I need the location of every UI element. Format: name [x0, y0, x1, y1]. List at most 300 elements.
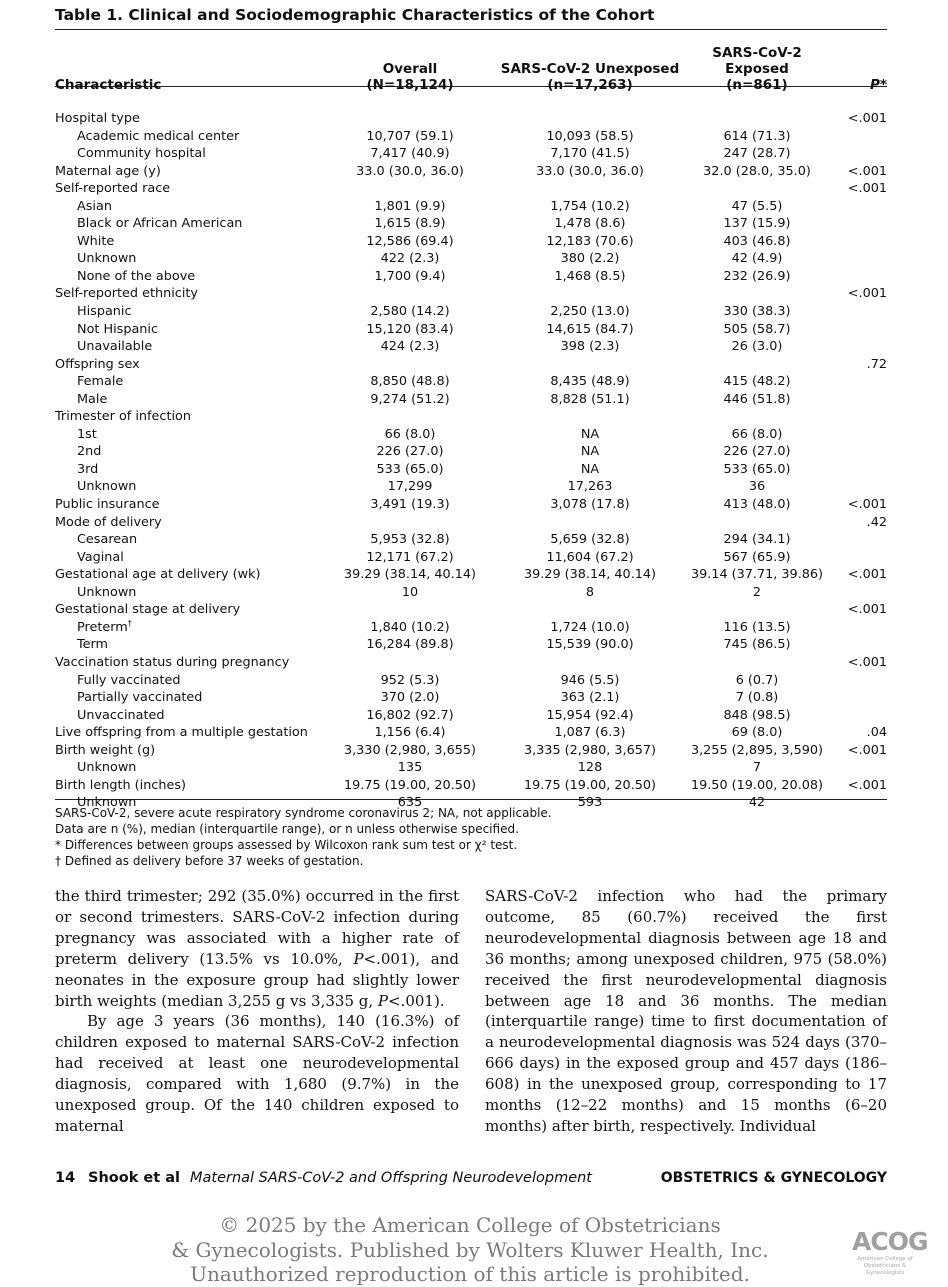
- cell-exposed-text: 19.50 (19.00, 20.08): [690, 777, 824, 793]
- table-row: [55, 478, 889, 496]
- cell-overall-text: 12,171 (67.2): [366, 549, 454, 565]
- cell-overall: [325, 233, 495, 251]
- table-row: [55, 110, 889, 128]
- header-overall-n: (N=18,124): [366, 77, 454, 93]
- cell-exposed-text: 69 (8.0): [731, 725, 783, 741]
- row-label: [55, 408, 325, 426]
- cell-overall: [325, 707, 495, 725]
- row-label: [55, 724, 325, 742]
- cell-unexposed-text: 15,954 (92.4): [546, 707, 634, 723]
- cell-p-value: [829, 724, 889, 742]
- cell-exposed-text: 745 (86.5): [723, 637, 791, 653]
- cell-unexposed: [495, 426, 685, 444]
- table-row: [55, 215, 889, 233]
- cell-overall-text: 1,801 (9.9): [374, 198, 446, 214]
- cell-exposed-text: 415 (48.2): [723, 374, 791, 390]
- cell-exposed: [685, 110, 829, 128]
- cell-overall: [325, 356, 495, 374]
- cell-exposed: [685, 426, 829, 444]
- table-row: [55, 233, 889, 251]
- row-label: [55, 303, 325, 321]
- cell-unexposed-text: 946 (5.5): [560, 672, 620, 688]
- header-unexposed-label: SARS-CoV-2 Unexposed: [500, 61, 680, 77]
- cell-exposed-text: 413 (48.0): [723, 497, 791, 513]
- cell-p-value: [829, 742, 889, 760]
- row-label-text: Maternal age (y): [55, 163, 161, 179]
- cell-exposed: [685, 180, 829, 198]
- table-title: Table 1. Clinical and Sociodemographic Characteristics of the Cohort: [55, 6, 655, 24]
- cell-overall-text: 1,840 (10.2): [370, 619, 450, 635]
- cell-overall: [325, 128, 495, 146]
- row-label: [55, 654, 325, 672]
- table-row: [55, 426, 889, 444]
- cell-exposed: [685, 601, 829, 619]
- cell-exposed: [685, 373, 829, 391]
- cell-overall: [325, 566, 495, 584]
- cell-overall-text: 7,417 (40.9): [370, 146, 450, 162]
- row-label-text: Gestational age at delivery (wk): [55, 567, 261, 583]
- cell-unexposed: [495, 636, 685, 654]
- cell-overall-text: 9,274 (51.2): [370, 391, 450, 407]
- table-row: [55, 549, 889, 567]
- row-label-text: Trimester of infection: [55, 409, 191, 425]
- cell-exposed-text: 7: [752, 760, 762, 776]
- cell-unexposed-text: 33.0 (30.0, 36.0): [536, 163, 644, 179]
- cell-unexposed: [495, 601, 685, 619]
- row-label-text: Unknown: [77, 760, 137, 776]
- row-label: [55, 285, 325, 303]
- cell-unexposed: [495, 321, 685, 339]
- cell-overall: [325, 198, 495, 216]
- cell-unexposed-text: 3,078 (17.8): [550, 497, 630, 513]
- row-label-text: Community hospital: [77, 146, 206, 162]
- cell-unexposed: [495, 303, 685, 321]
- table-row: [55, 566, 889, 584]
- row-label: [55, 321, 325, 339]
- row-label: [55, 180, 325, 198]
- cell-unexposed: [495, 180, 685, 198]
- cell-exposed: [685, 163, 829, 181]
- cell-unexposed: [495, 461, 685, 479]
- row-label-text: Vaginal: [77, 549, 124, 565]
- cell-exposed-text: 567 (65.9): [723, 549, 791, 565]
- cell-p-value-text: <.001: [847, 567, 887, 583]
- row-label: [55, 636, 325, 654]
- cell-unexposed: [495, 145, 685, 163]
- cell-overall: [325, 180, 495, 198]
- cell-unexposed-text: NA: [580, 444, 600, 460]
- cell-p-value: [829, 128, 889, 146]
- table-row: [55, 654, 889, 672]
- cell-overall-text: 533 (65.0): [376, 461, 444, 477]
- cell-unexposed: [495, 707, 685, 725]
- cell-p-value-text: .04: [866, 725, 887, 741]
- cell-unexposed-text: 363 (2.1): [560, 690, 620, 706]
- table-row: [55, 408, 889, 426]
- cell-p-value: [829, 443, 889, 461]
- cell-exposed: [685, 408, 829, 426]
- cell-exposed-text: 47 (5.5): [731, 198, 783, 214]
- cell-exposed: [685, 777, 829, 795]
- row-label: [55, 566, 325, 584]
- cell-exposed-text: 294 (34.1): [723, 532, 791, 548]
- row-label-text: Unavailable: [77, 339, 153, 355]
- cell-p-value: [829, 250, 889, 268]
- cell-exposed: [685, 759, 829, 777]
- cell-p-value: [829, 707, 889, 725]
- cell-p-value: [829, 654, 889, 672]
- cell-exposed-text: 42 (4.9): [731, 251, 783, 267]
- row-label-text: Public insurance: [55, 497, 160, 513]
- cell-overall: [325, 268, 495, 286]
- cell-exposed-text: 446 (51.8): [723, 391, 791, 407]
- row-label-text: White: [77, 233, 115, 249]
- table-notes: [55, 805, 887, 869]
- cell-unexposed-text: 8,435 (48.9): [550, 374, 630, 390]
- table-row: [55, 268, 889, 286]
- cell-unexposed: [495, 373, 685, 391]
- row-label-text: Unknown: [77, 251, 137, 267]
- row-label: [55, 110, 325, 128]
- cell-unexposed-text: 10,093 (58.5): [546, 128, 634, 144]
- row-label-text: Self-reported race: [55, 181, 171, 197]
- cell-overall: [325, 110, 495, 128]
- table-row: [55, 601, 889, 619]
- cell-overall: [325, 285, 495, 303]
- header-unexposed-n: (n=17,263): [547, 77, 633, 93]
- row-label-text: Live offspring from a multiple gestation: [55, 725, 308, 741]
- cell-overall: [325, 514, 495, 532]
- cell-overall-text: 226 (27.0): [376, 444, 444, 460]
- cell-exposed: [685, 566, 829, 584]
- cell-overall-text: 16,284 (89.8): [366, 637, 454, 653]
- cell-p-value: [829, 672, 889, 690]
- table-row: [55, 461, 889, 479]
- row-label-text: None of the above: [77, 268, 196, 284]
- cell-p-value: [829, 268, 889, 286]
- cell-exposed: [685, 531, 829, 549]
- cell-p-value: [829, 321, 889, 339]
- row-label-text: Academic medical center: [77, 128, 240, 144]
- cell-overall-text: 1,156 (6.4): [374, 725, 446, 741]
- cell-unexposed: [495, 268, 685, 286]
- cell-unexposed-text: 14,615 (84.7): [546, 321, 634, 337]
- table-row: [55, 250, 889, 268]
- row-label: [55, 233, 325, 251]
- cell-p-value: [829, 461, 889, 479]
- body-paragraph: the third trimester; 292 (35.0%) occurred in the first or second trimesters. SARS-CoV-2 infection during pregnancy was associated with a higher rate of preterm delivery (13.5% vs 10.0%, P<.001), and neonates in the exposure group had slightly lower birth weights (median 3,255 g vs 3,335 g, P<.001).: [55, 887, 460, 1010]
- row-label-text: Birth weight (g): [55, 742, 156, 758]
- row-label: [55, 478, 325, 496]
- cell-overall-text: 15,120 (83.4): [366, 321, 454, 337]
- acog-logo-subtitle: [852, 1256, 918, 1277]
- cell-p-value: [829, 215, 889, 233]
- row-label-text: Vaccination status during pregnancy: [55, 654, 290, 670]
- row-label: [55, 584, 325, 602]
- cell-exposed-text: 6 (0.7): [735, 672, 779, 688]
- row-label: [55, 443, 325, 461]
- cell-unexposed-text: 15,539 (90.0): [546, 637, 634, 653]
- cell-exposed: [685, 356, 829, 374]
- row-label: [55, 250, 325, 268]
- cell-exposed: [685, 285, 829, 303]
- acog-logo-sub2: Obstetricians & Gynecologists: [863, 1263, 907, 1276]
- table-row: [55, 285, 889, 303]
- cell-overall: [325, 619, 495, 637]
- cell-exposed: [685, 619, 829, 637]
- cell-unexposed-text: 1,478 (8.6): [554, 216, 626, 232]
- cell-overall-text: 19.75 (19.00, 20.50): [343, 777, 477, 793]
- cell-exposed: [685, 496, 829, 514]
- row-label-text: 3rd: [77, 461, 99, 477]
- cell-unexposed-text: 593: [577, 795, 603, 811]
- cell-exposed-text: 26 (3.0): [731, 339, 783, 355]
- table-row: [55, 636, 889, 654]
- row-label: [55, 198, 325, 216]
- row-label: [55, 531, 325, 549]
- cell-exposed-text: 32.0 (28.0, 35.0): [703, 163, 811, 179]
- cell-unexposed-text: 1,087 (6.3): [554, 725, 626, 741]
- cell-unexposed: [495, 128, 685, 146]
- table-row: [55, 198, 889, 216]
- cell-exposed: [685, 268, 829, 286]
- cell-exposed-text: 42: [748, 795, 766, 811]
- row-label: [55, 549, 325, 567]
- cell-unexposed-text: 1,754 (10.2): [550, 198, 630, 214]
- row-label-text: Offspring sex: [55, 356, 140, 372]
- table-row: [55, 707, 889, 725]
- cell-overall: [325, 672, 495, 690]
- row-label: [55, 672, 325, 690]
- cell-unexposed-text: 17,263: [567, 479, 613, 495]
- cell-p-value-text: <.001: [847, 602, 887, 618]
- row-label: [55, 215, 325, 233]
- cell-exposed: [685, 636, 829, 654]
- cell-unexposed: [495, 408, 685, 426]
- table-row: [55, 180, 889, 198]
- cell-exposed-text: 403 (46.8): [723, 233, 791, 249]
- row-label-text: Birth length (inches): [55, 777, 186, 793]
- cell-p-value-text: <.001: [847, 111, 887, 126]
- cell-overall-text: 17,299: [387, 479, 433, 495]
- cell-exposed: [685, 250, 829, 268]
- cell-p-value: [829, 601, 889, 619]
- row-label-text: Male: [77, 391, 108, 407]
- cell-exposed-text: 533 (65.0): [723, 461, 791, 477]
- table-row: [55, 514, 889, 532]
- cell-p-value: [829, 759, 889, 777]
- acog-logo-mark: ACOG: [852, 1227, 928, 1256]
- cell-unexposed-text: 3,335 (2,980, 3,657): [523, 742, 657, 758]
- cell-unexposed: [495, 285, 685, 303]
- cell-overall-text: 370 (2.0): [380, 690, 440, 706]
- row-label-text: Unknown: [77, 584, 137, 600]
- footnote-marker: †: [127, 618, 132, 628]
- table-row: [55, 391, 889, 409]
- table-row: [55, 356, 889, 374]
- row-label-text: Preterm: [77, 619, 128, 635]
- cell-exposed: [685, 689, 829, 707]
- cell-overall-text: 16,802 (92.7): [366, 707, 454, 723]
- row-label-text: Mode of delivery: [55, 514, 162, 530]
- cell-p-value: [829, 408, 889, 426]
- body-paragraph: SARS-CoV-2 infection who had the primary outcome, 85 (60.7%) received the first neurodevelopmental diagnosis between age 18 and 36 months; among unexposed children, 975 (58.0%) received the first neurodevelopmental diagnosis between age 18 and 36 months. The median (interquartile range) time to first documentation of a neurodevelopmental diagnosis was 524 days (370–666 days) in the exposed group and 457 days (186–608) in the unexposed group, corresponding to 17 months (12–22 months) and 15 months (6–20 months) after birth, respectively. Individual: [485, 887, 887, 1135]
- table-row: [55, 584, 889, 602]
- cell-overall-text: 422 (2.3): [380, 251, 440, 267]
- header-unexposed: [495, 45, 685, 93]
- cell-unexposed-text: 1,468 (8.5): [554, 268, 626, 284]
- cell-unexposed-text: NA: [580, 426, 600, 442]
- cell-unexposed-text: 1,724 (10.0): [550, 619, 630, 635]
- table-row: [55, 619, 889, 637]
- cell-overall: [325, 338, 495, 356]
- cell-overall-text: 424 (2.3): [380, 339, 440, 355]
- cell-exposed-text: 226 (27.0): [723, 444, 791, 460]
- cell-overall-text: 39.29 (38.14, 40.14): [343, 567, 477, 583]
- cell-overall: [325, 777, 495, 795]
- cell-exposed: [685, 742, 829, 760]
- cell-exposed: [685, 461, 829, 479]
- cell-exposed: [685, 303, 829, 321]
- cell-unexposed: [495, 689, 685, 707]
- cell-exposed-text: 116 (13.5): [723, 619, 791, 635]
- cell-unexposed: [495, 163, 685, 181]
- cell-overall: [325, 408, 495, 426]
- row-label-text: Unknown: [77, 795, 137, 811]
- cell-p-value: [829, 531, 889, 549]
- cell-overall-text: 5,953 (32.8): [370, 532, 450, 548]
- table-body: [55, 110, 889, 812]
- cell-p-value: [829, 110, 889, 128]
- cell-exposed-text: 66 (8.0): [731, 426, 783, 442]
- row-label-text: Hispanic: [77, 304, 132, 320]
- table-note: * Differences between groups assessed by Wilcoxon rank sum test or χ² test.: [55, 838, 518, 852]
- copyright-line: © 2025 by the American College of Obstetricians: [219, 1213, 721, 1237]
- cell-unexposed: [495, 250, 685, 268]
- footer-authors: Shook et al: [88, 1170, 180, 1186]
- row-label: [55, 619, 325, 637]
- row-label-text: Gestational stage at delivery: [55, 602, 241, 618]
- cell-unexposed: [495, 198, 685, 216]
- table-row: [55, 531, 889, 549]
- cell-exposed-text: 39.14 (37.71, 39.86): [690, 567, 824, 583]
- copyright-line: & Gynecologists. Published by Wolters Kluwer Health, Inc.: [171, 1237, 769, 1262]
- cell-p-value: [829, 566, 889, 584]
- cell-p-value: [829, 496, 889, 514]
- table-top-rule: [55, 29, 887, 30]
- body-column-left: [55, 886, 459, 1137]
- cell-exposed: [685, 478, 829, 496]
- cell-overall: [325, 601, 495, 619]
- row-label: [55, 707, 325, 725]
- cell-exposed: [685, 707, 829, 725]
- header-overall-label: Overall: [382, 61, 438, 77]
- cell-unexposed: [495, 531, 685, 549]
- cell-exposed: [685, 443, 829, 461]
- cell-unexposed: [495, 759, 685, 777]
- cell-overall: [325, 496, 495, 514]
- cell-unexposed: [495, 619, 685, 637]
- row-label: [55, 742, 325, 760]
- cell-exposed-text: 36: [748, 479, 766, 495]
- table-row: [55, 496, 889, 514]
- cell-overall: [325, 742, 495, 760]
- cell-overall: [325, 391, 495, 409]
- row-label: [55, 391, 325, 409]
- row-label-text: Unknown: [77, 479, 137, 495]
- cell-unexposed: [495, 672, 685, 690]
- cell-p-value-text: <.001: [847, 181, 887, 197]
- row-label: [55, 777, 325, 795]
- cell-exposed-text: 7 (0.8): [735, 690, 779, 706]
- cell-exposed: [685, 215, 829, 233]
- row-label-text: Self-reported ethnicity: [55, 286, 198, 302]
- cell-overall: [325, 724, 495, 742]
- cell-unexposed-text: 8,828 (51.1): [550, 391, 630, 407]
- cell-overall: [325, 549, 495, 567]
- cell-unexposed: [495, 233, 685, 251]
- cell-overall: [325, 303, 495, 321]
- header-overall: [325, 45, 495, 93]
- row-label-text: 1st: [77, 426, 97, 442]
- table-note: † Defined as delivery before 37 weeks of gestation.: [55, 854, 364, 868]
- table-row: [55, 689, 889, 707]
- cell-p-value: [829, 233, 889, 251]
- cell-p-value: [829, 391, 889, 409]
- row-label-text: Cesarean: [77, 532, 138, 548]
- cell-unexposed: [495, 496, 685, 514]
- cell-p-value-text: <.001: [847, 286, 887, 302]
- cell-p-value: [829, 636, 889, 654]
- cell-p-value: [829, 689, 889, 707]
- row-label-text: Asian: [77, 198, 112, 214]
- running-title: Maternal SARS-CoV-2 and Offspring Neurodevelopment: [190, 1170, 592, 1186]
- cell-overall: [325, 584, 495, 602]
- row-label-text: Not Hispanic: [77, 321, 158, 337]
- cell-unexposed: [495, 549, 685, 567]
- cell-p-value: [829, 356, 889, 374]
- cell-p-value: [829, 514, 889, 532]
- cell-exposed-text: 505 (58.7): [723, 321, 791, 337]
- cell-unexposed-text: 8: [585, 584, 595, 600]
- page-footer: [55, 1170, 887, 1192]
- cell-overall: [325, 654, 495, 672]
- cell-p-value: [829, 198, 889, 216]
- header-spacer: [55, 93, 889, 110]
- row-label: [55, 128, 325, 146]
- row-label-text: Female: [77, 374, 124, 390]
- cell-p-value: [829, 426, 889, 444]
- cell-unexposed-text: 12,183 (70.6): [546, 233, 634, 249]
- table-row: [55, 443, 889, 461]
- cell-exposed: [685, 198, 829, 216]
- cell-exposed: [685, 514, 829, 532]
- cell-overall-text: 1,615 (8.9): [374, 216, 446, 232]
- table-header-row: [55, 45, 889, 93]
- cell-unexposed: [495, 356, 685, 374]
- table-row: [55, 672, 889, 690]
- cell-p-value-text: <.001: [847, 742, 887, 758]
- cell-unexposed-text: 7,170 (41.5): [550, 146, 630, 162]
- table-row: [55, 338, 889, 356]
- cell-overall-text: 10: [401, 584, 419, 600]
- cell-overall-text: 635: [397, 795, 423, 811]
- cell-p-value: [829, 163, 889, 181]
- cell-overall: [325, 321, 495, 339]
- cell-overall-text: 2,580 (14.2): [370, 304, 450, 320]
- row-label-text: Partially vaccinated: [77, 690, 203, 706]
- cell-unexposed: [495, 215, 685, 233]
